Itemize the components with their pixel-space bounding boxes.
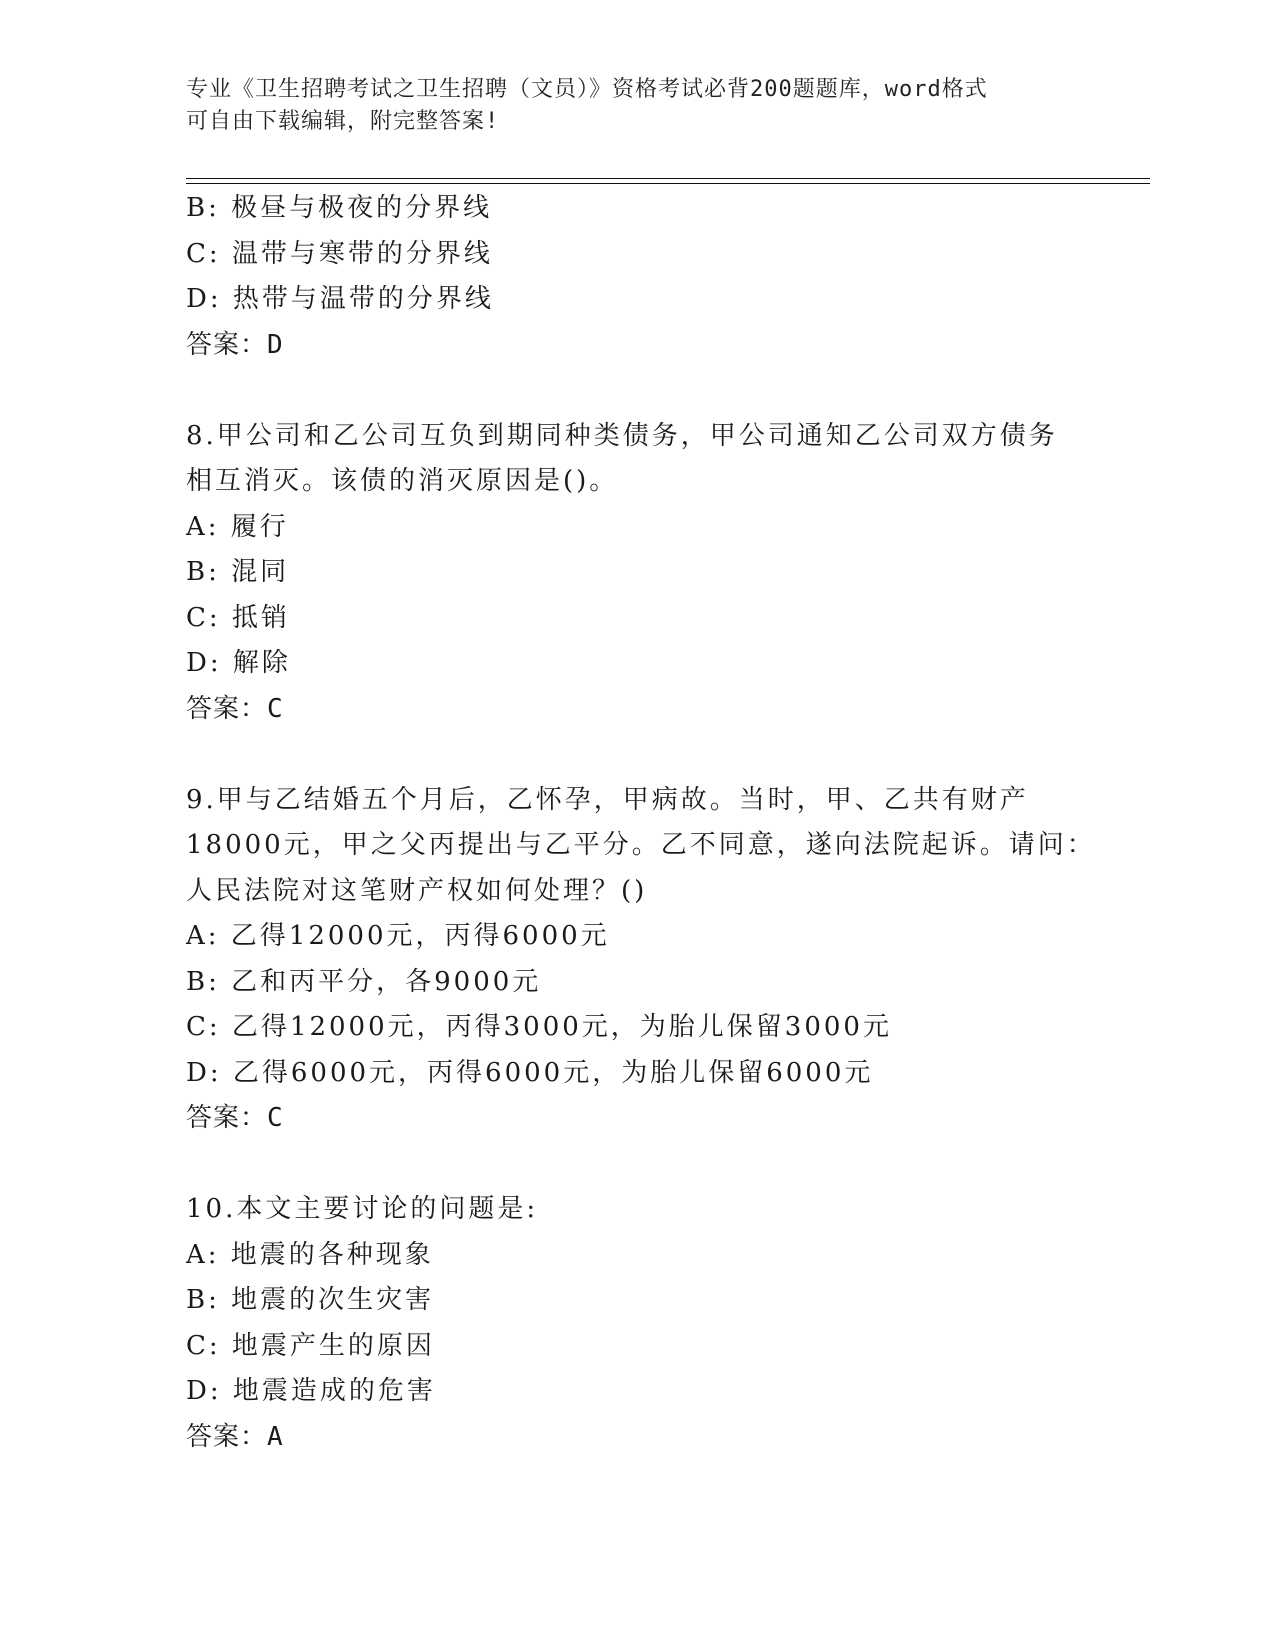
question-stem-line: 18000元，甲之父丙提出与乙平分。乙不同意，遂向法院起诉。请问： xyxy=(186,830,1096,860)
question-stem-line: 相互消灭。该债的消灭原因是()。 xyxy=(186,466,619,496)
answer-value: D xyxy=(267,329,284,360)
option-d: D: 地震造成的危害 xyxy=(186,1376,436,1406)
option-b: B: 混同 xyxy=(186,557,290,587)
option-a: A: 履行 xyxy=(186,511,289,542)
option-c: C: 温带与寒带的分界线 xyxy=(186,238,493,269)
answer-value: C xyxy=(267,1103,284,1133)
option-b: B: 乙和丙平分，各9000元 xyxy=(186,966,542,997)
answer-line xyxy=(186,1096,1146,1142)
question-list xyxy=(186,186,1146,1460)
question-9 xyxy=(186,778,1146,1142)
option-c: C: 乙得12000元，丙得3000元，为胎儿保留3000元 xyxy=(186,1012,892,1042)
document-header xyxy=(186,74,1066,138)
header-line-1: 专业《卫生招聘考试之卫生招聘（文员）》资格考试必背200题题库，word格式 xyxy=(186,77,988,102)
answer-line xyxy=(186,1415,1146,1461)
answer-value: A xyxy=(267,1421,284,1452)
answer-label: 答案： xyxy=(186,329,268,360)
question-8 xyxy=(186,414,1146,733)
header-divider-second xyxy=(186,183,1150,184)
option-d: D: 乙得6000元，丙得6000元，为胎儿保留6000元 xyxy=(186,1057,874,1088)
answer-label: 答案： xyxy=(186,693,268,724)
question-10 xyxy=(186,1187,1146,1460)
option-d: D: 热带与温带的分界线 xyxy=(186,284,494,314)
answer-label: 答案： xyxy=(186,1103,268,1133)
header-line-2: 可自由下载编辑，附完整答案! xyxy=(186,109,500,134)
answer-line xyxy=(186,687,1146,733)
answer-line xyxy=(186,323,1146,369)
option-c: C: 地震产生的原因 xyxy=(186,1330,435,1361)
option-b: B: 地震的次生灾害 xyxy=(186,1285,435,1315)
question-stem-line: 10.本文主要讨论的问题是: xyxy=(186,1194,539,1224)
question-stem-line: 8.甲公司和乙公司互负到期同种类债务，甲公司通知乙公司双方债务 xyxy=(186,420,1058,451)
header-divider xyxy=(186,178,1150,179)
option-b: B: 极昼与极夜的分界线 xyxy=(186,193,493,223)
question-7-partial xyxy=(186,186,1146,368)
option-c: C: 抵销 xyxy=(186,602,290,633)
option-d: D: 解除 xyxy=(186,648,291,678)
spacer xyxy=(186,368,1146,414)
question-stem-line: 9.甲与乙结婚五个月后，乙怀孕，甲病故。当时，甲、乙共有财产 xyxy=(186,784,1029,815)
option-a: A: 乙得12000元，丙得6000元 xyxy=(186,921,610,951)
spacer xyxy=(186,1142,1146,1188)
question-stem-line: 人民法院对这笔财产权如何处理？() xyxy=(186,875,648,906)
option-a: A: 地震的各种现象 xyxy=(186,1239,434,1270)
answer-value: C xyxy=(267,693,284,724)
spacer xyxy=(186,732,1146,778)
answer-label: 答案： xyxy=(186,1421,268,1452)
